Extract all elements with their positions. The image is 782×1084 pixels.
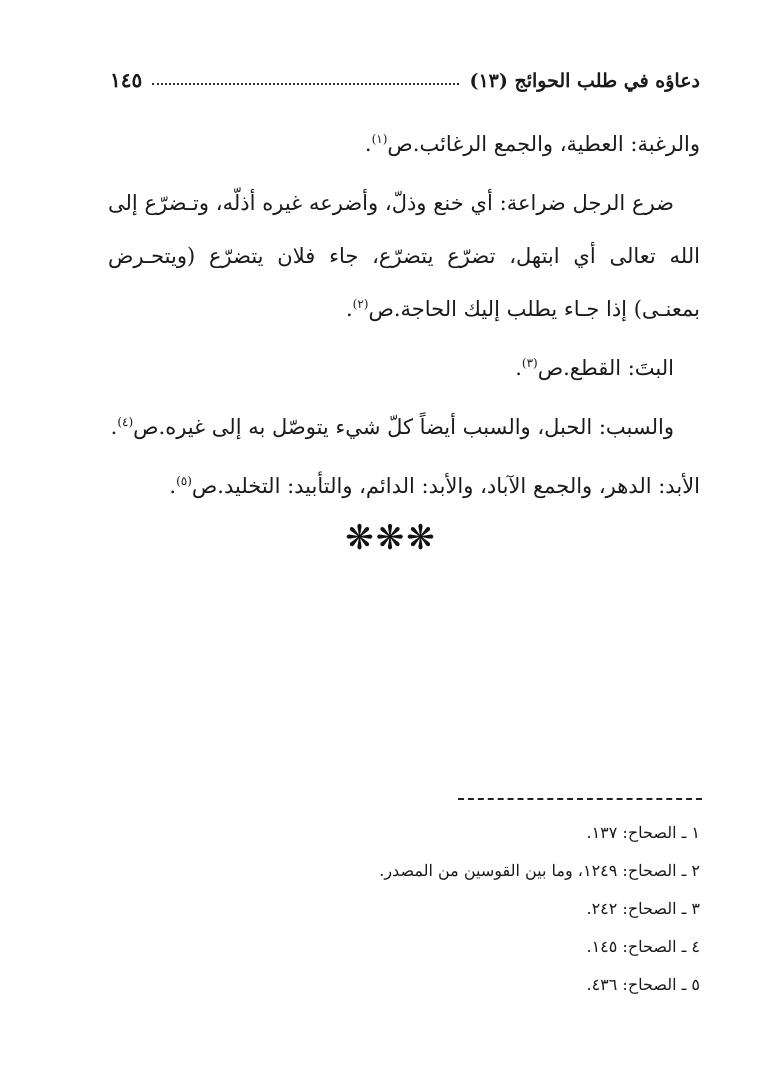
paragraph-daraa: ضرع الرجل ضراعة: أي خنع وذلّ، وأضرعه غيره أذلّه، وتـضرّع إلى الله تعالى أي ابتهل، تضرّع يتضرّع، جاء فلان يتضرّع (ويتحـرض بمعنـى) إذا جـاء يطلب إليك الحاجة.ص$^{(٢)}$. [108,191,700,321]
footnote-ref: (٥) [176,474,192,488]
paragraph-sabab: والسبب: الحبل، والسبب أيضاً كلّ شيء يتوصّل به إلى غيره.ص$^{(٤)}$. [110,415,674,439]
footnote-item: ٤ ـ الصحاح: ١٤٥. [586,937,700,956]
footnote-item: ٥ ـ الصحاح: ٤٣٦. [586,975,700,994]
header-dotted-leader [152,83,459,85]
paragraph-abad: الأبد: الدهر، والجمع الآباد، والأبد: الدائم، والتأبيد: التخليد.ص$^{(٥)}$. [169,474,700,498]
footnote-ref: (١) [371,132,388,146]
body-text [108,118,700,513]
paragraph-raghba: والرغبة: العطية، والجمع الرغائب.ص$^{(١)}$. [364,132,700,156]
footnote-item: ٢ ـ الصحاح: ١٢٤٩، وما بين القوسين من المصدر. [379,861,700,880]
footnote-ref: (٤) [117,415,134,429]
footnote-item: ١ ـ الصحاح: ١٣٧. [586,823,700,842]
footnote-ref: (٢) [352,297,369,311]
page-number: ١٤٥ [110,68,143,92]
header-title: دعاؤه في طلب الحوائج (١٣) [469,70,700,92]
footnote-ref: (٣) [521,356,538,370]
running-header [110,62,700,92]
section-ornament: ❋❋❋ [345,518,437,558]
footnote-item: ٣ ـ الصحاح: ٢٤٢. [586,899,700,918]
footnotes [108,814,700,1004]
paragraph-batt: البتَ: القطع.ص$^{(٣)}$. [515,356,674,380]
footnote-separator [458,798,702,800]
